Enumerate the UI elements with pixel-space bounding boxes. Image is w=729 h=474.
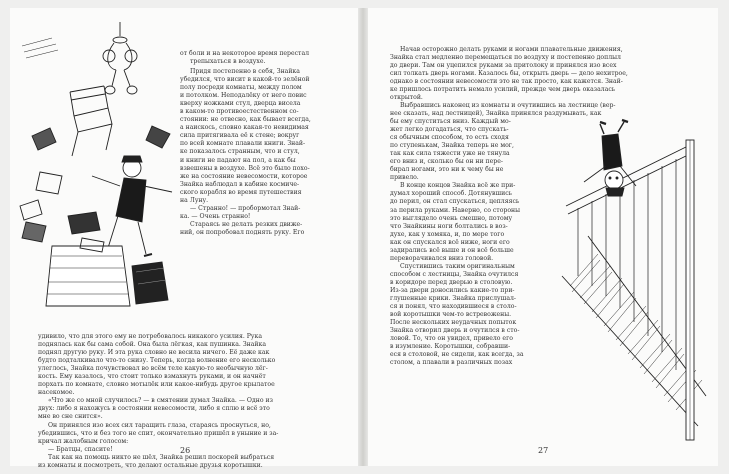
floating-room-illustration [12, 16, 184, 312]
text-line: по всей комнате плавали книги. Знай- [180, 140, 306, 148]
text-line: открытой. [390, 94, 423, 102]
text-line: ке показалось странным, что и стул, [180, 148, 300, 156]
text-line: так как сила тяжести уже не тянула [390, 150, 510, 158]
text-line: нее сказать, над лестницей), Знайка принялся раздумывать, как [390, 110, 602, 118]
page-number-right: 27 [538, 446, 549, 455]
text-line: Придя постепенно в себя, Знайка [190, 68, 300, 75]
left-narrow-column [180, 68, 348, 237]
text-line: духе, как у хомяка, и, по мере того [390, 230, 505, 238]
text-line: на Луну. [180, 196, 209, 204]
text-line: по ступенькам, Знайка теперь не мог, [390, 142, 514, 150]
text-line: это выглядело очень смешно, потому [390, 214, 513, 222]
staircase-illustration [558, 126, 708, 446]
text-line: удивило, что для этого ему не потребовалось никакого усилия. Рука [38, 333, 263, 340]
text-line: порхать по комнате, словно мотылёк или какое-нибудь другое крылатое [38, 381, 275, 389]
text-line: и потолком. Неподалёку от него повис [180, 92, 307, 100]
text-line: убедившись, что и без того не спит, окончательно пришёл в уныние и за- [38, 429, 279, 437]
text-line: взвешены в воздухе. Всё это было похо- [180, 164, 310, 172]
text-line: ний, он попробовал поднять руку. Его [180, 228, 305, 236]
text-line: Стараясь не делать резких движе- [190, 220, 303, 228]
text-line: мне во сне снится». [38, 413, 103, 421]
text-line: однако в состоянии невесомости это не так просто, как кажется. Знай- [390, 78, 623, 86]
text-line: в каком-то противоестественном со- [180, 108, 299, 116]
text-line: до перил, он стал спускаться, цепляясь [390, 198, 520, 206]
text-line: от боли и на некоторое время перестал [180, 50, 310, 57]
left-wide-column [38, 333, 348, 470]
text-line: поднял другую руку. И эта рука словно не весила ничего. Её даже как [38, 349, 270, 357]
text-line: за перила руками. Наверно, со стороны [390, 206, 521, 214]
text-line: насекомое. [38, 389, 75, 397]
text-line: Выбравшись наконец из комнаты и очутившись на лестнице (вер- [400, 102, 616, 110]
text-line: думал хороший способ. Дотянувшись [390, 190, 512, 198]
text-line: что Знайкины ноги болтались в воз- [390, 222, 508, 230]
text-line: глушенные крики. Знайка прислушал- [390, 295, 516, 303]
text-line: столом, а плавали в различных позах [390, 359, 513, 367]
text-line: Так как на помощь никто не шёл, Знайка решил поскорей выбраться [48, 453, 275, 461]
text-line: как он спускался всё ниже, ноги его [390, 238, 510, 246]
text-line: трепыхаться в воздухе. [190, 58, 266, 66]
text-line: же на состояние невесомости, которое [180, 172, 308, 180]
text-line: жет легко догадаться, что спускать- [390, 126, 509, 134]
left-page [10, 8, 360, 469]
text-line: ся и понял, что находившиеся в столо- [390, 303, 517, 311]
text-line: Начав осторожно делать руками и ногами плавательные движения, [400, 46, 623, 53]
text-line: двух: либо я нахожусь в состоянии невесомости, либо я сплю и всё это [38, 405, 270, 413]
text-line: ского корабля во время путешествия [180, 188, 302, 196]
text-line: из комнаты и посмотреть, что делают остальные друзья коротышки. [38, 461, 263, 469]
text-line: ся обычным способом, то есть сходя [390, 134, 509, 142]
page-number-left: 26 [180, 446, 191, 455]
text-line: бирал ногами, это ни к чему бы не [390, 166, 504, 174]
text-line: способом с лестницы, Знайка очутился [390, 270, 519, 278]
text-line: сила притягивала её к стене; вокруг [180, 132, 300, 140]
text-line: в коридоре перед дверью в столовую. [390, 278, 513, 286]
right-page [368, 8, 718, 466]
text-line: убедился, что висит в какой-то зелёной [180, 76, 310, 84]
text-line: ловой. То, что он увидел, привело его [390, 335, 513, 343]
text-line: Он принялся изо всех сил таращить глаза, стараясь проснуться, но, [48, 421, 271, 429]
text-line: кверху ножками стул, дверца висела [180, 100, 301, 108]
text-line: улеглось, Знайка почувствовал во всём теле какую-то необычную лёг- [38, 365, 268, 373]
right-narrow-column [390, 118, 558, 367]
text-line: еся в столовой, не сидели, как всегда, за [390, 351, 524, 359]
left-top-text [180, 50, 348, 66]
text-line: Спустившись таким оригинальным [400, 262, 515, 270]
text-line: будто подталкивало что-то снизу. Теперь, когда волнение его несколько [38, 357, 276, 365]
text-line: привело. [390, 174, 419, 182]
text-line: задирались всё выше и он всё больше [390, 246, 514, 254]
right-top-text [390, 46, 706, 118]
text-line: Знайка стал медленно перемещаться по воздуху и постепенно доплыл [390, 54, 621, 62]
text-line: — Странно! — пробормотал Знай- [190, 204, 301, 212]
text-line: поднялась как бы сама собой. Она была лёгкая, как пушинка. Знайка [38, 341, 267, 349]
text-line: В конце концов Знайка всё же при- [400, 182, 516, 190]
text-line: — Братцы, спасите! [48, 445, 113, 453]
text-line: сил толкать дверь ногами. Казалось бы, открыть дверь — дело нехитрое, [390, 70, 628, 78]
text-line: и книги не падают на пол, а как бы [180, 156, 296, 164]
text-line: кость. Ему казалось, что стоит только взмахнуть руками, и он начнёт [38, 373, 266, 381]
text-line: Знайка наблюдал в кабине космиче- [180, 180, 300, 188]
text-line: стоянии: не отвесно, как бывает всегда, [180, 116, 311, 124]
book-gutter [358, 8, 368, 466]
text-line: а наискось, словно какая-то невидимая [180, 124, 309, 132]
text-line: в изумление. Коротышки, собравши- [390, 343, 511, 351]
text-line: бы ему спуститься вниз. Каждый мо- [390, 118, 511, 125]
text-line: кричал жалобным голосом: [38, 437, 129, 445]
text-line: вой коротышки чем-то встревожены. [390, 311, 512, 319]
text-line: Из-за двери доносились какие-то при- [390, 286, 515, 294]
text-line: ке пришлось потратить немало усилий, прежде чем дверь оказалась [390, 86, 616, 94]
text-line: Знайка отворил дверь и очутился в сто- [390, 327, 520, 335]
text-line: полу посреди комнаты, между полом [180, 84, 302, 92]
text-line: переворачивался вниз головой. [390, 254, 494, 262]
text-line: его вниз и, сколько бы он ни пере- [390, 158, 503, 166]
text-line: ка. — Очень странно! [180, 212, 251, 220]
text-line: «Что же со мной случилось? — в смятении думал Знайка. — Одно из [48, 397, 273, 405]
text-line: После нескольких неудачных попыток [390, 319, 517, 327]
text-line: до двери. Там он уцепился руками за притолоку и принялся изо всех [390, 62, 617, 70]
